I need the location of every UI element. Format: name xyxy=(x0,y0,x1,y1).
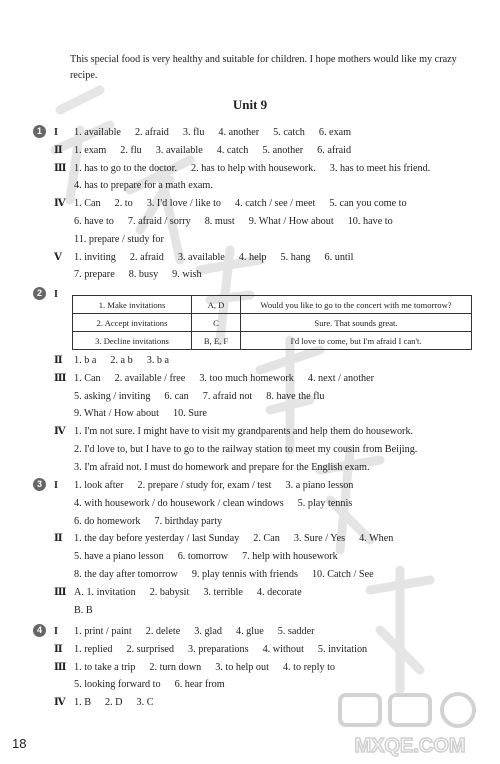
answer-item: 5. another xyxy=(262,144,304,156)
answer-item: 2. turn down xyxy=(149,661,202,673)
roman-numeral: Ⅱ xyxy=(54,643,63,655)
answer-item: 3. Sure / Yes xyxy=(293,533,346,545)
answer-item: 1. inviting xyxy=(74,251,116,263)
answer-line xyxy=(54,425,427,438)
answer-item: 5. play tennis xyxy=(297,497,353,509)
answer-item: 8. have the flu xyxy=(266,390,325,402)
answer-item: 1. I'm not sure. I might have to visit my grandparents and help them do housework. xyxy=(74,426,414,438)
answer-item: 2. afraid xyxy=(129,251,164,263)
answer-item: 3. glad xyxy=(194,626,222,637)
answer-item: 4. catch / see / meet xyxy=(235,198,316,210)
answer-item: 3. I'd love / like to xyxy=(146,198,222,210)
answer-item: 5. catch xyxy=(273,127,305,138)
answer-item: 1. has to go to the doctor. xyxy=(74,162,177,174)
roman-numeral: Ⅴ xyxy=(54,251,62,263)
section-badge-1: 1 xyxy=(33,125,46,138)
table-cell: C xyxy=(192,314,241,332)
answer-item: 4. next / another xyxy=(307,372,375,384)
answer-line xyxy=(54,661,349,674)
answer-item: 1. Can xyxy=(74,198,101,210)
answer-line xyxy=(54,497,366,510)
answer-item: 2. afraid xyxy=(134,127,169,138)
answer-item: 3. flu xyxy=(182,127,205,138)
answer-item: 6. tomorrow xyxy=(177,551,229,563)
roman-numeral: Ⅱ xyxy=(54,355,63,366)
answer-item: 3. I'm afraid not. I must do homework and prepare for the English exam. xyxy=(74,461,370,473)
answer-item: 4. has to prepare for a math exam. xyxy=(74,180,213,192)
answer-item: 8. the day after tomorrow xyxy=(74,569,178,580)
answer-item: 2. flu xyxy=(120,144,142,156)
table-cell: A, D xyxy=(192,296,241,314)
roman-numeral: Ⅳ xyxy=(54,697,66,709)
answer-item: 2. prepare / study for, exam / test xyxy=(137,480,272,491)
roman-numeral: Ⅲ xyxy=(54,162,67,174)
answer-item: 2. available / free xyxy=(114,372,186,384)
answer-line xyxy=(54,586,316,599)
roman-numeral: I xyxy=(54,127,58,138)
answer-item: 3. available xyxy=(177,251,225,263)
answer-line xyxy=(54,604,107,617)
answer-item: 6. hear from xyxy=(174,679,225,691)
answer-item: 5. hang xyxy=(280,251,311,263)
answer-item: 9. wish xyxy=(172,269,202,281)
answer-item: 6. have to xyxy=(74,216,114,227)
answer-line xyxy=(54,407,221,420)
answer-item: 10. Catch / See xyxy=(311,569,374,580)
answer-line xyxy=(54,354,183,367)
table-cell: B, E, F xyxy=(192,332,241,350)
unit-title: Unit 9 xyxy=(232,97,268,112)
answer-item: 5. invitation xyxy=(317,643,368,655)
answer-line xyxy=(54,251,367,264)
answer-line xyxy=(54,568,388,581)
answer-item: 3. to help out xyxy=(215,661,269,673)
roman-numeral: I xyxy=(54,626,58,637)
answer-item: 7. birthday party xyxy=(154,515,223,527)
answer-line xyxy=(54,479,367,492)
answer-item: 4. without xyxy=(262,643,304,655)
answer-item: 1. print / paint xyxy=(74,626,132,637)
answer-item: 4. help xyxy=(238,251,267,263)
table-cell: Sure. That sounds great. xyxy=(241,314,472,332)
answer-item: 2. babysit xyxy=(149,586,190,598)
answer-item: 2. delete xyxy=(145,626,181,637)
answer-item: 4. with housework / do housework / clean windows xyxy=(74,497,284,509)
answer-line xyxy=(54,390,339,403)
answer-item: 5. sadder xyxy=(277,626,315,637)
answer-item: 4. to reply to xyxy=(282,661,336,673)
table-cell: 2. Accept invitations xyxy=(73,314,192,332)
answer-line xyxy=(54,215,407,228)
answer-item: B. B xyxy=(74,604,93,616)
roman-numeral: Ⅲ xyxy=(54,586,67,598)
answer-item: 5. looking forward to xyxy=(74,679,161,691)
answer-item: 9. What / How about xyxy=(248,216,334,227)
answer-line xyxy=(54,550,352,563)
answer-line xyxy=(54,162,444,175)
answer-line xyxy=(54,532,407,545)
answer-item: 7. help with housework xyxy=(242,551,338,563)
answer-line xyxy=(54,696,168,709)
answer-item: 1. available xyxy=(74,127,121,138)
answer-item: 3. preparations xyxy=(188,643,249,655)
answer-line xyxy=(54,678,239,691)
answer-item: 6. afraid xyxy=(317,144,352,156)
roman-numeral: Ⅳ xyxy=(54,426,66,438)
answer-item: 4. catch xyxy=(216,144,249,156)
answer-item: 2. to xyxy=(114,198,133,210)
table-cell: 3. Decline invitations xyxy=(73,332,192,350)
answer-item: 6. until xyxy=(324,251,354,263)
answer-item: 3. available xyxy=(155,144,203,156)
roman-numeral: Ⅱ xyxy=(54,144,63,156)
answer-item: 3. too much homework xyxy=(199,372,294,384)
table-row xyxy=(73,296,472,314)
answer-item: 7. afraid / sorry xyxy=(127,216,191,227)
table-row xyxy=(73,332,472,350)
answer-item: 4. another xyxy=(218,127,260,138)
section-2-roman: I xyxy=(54,289,58,300)
answer-item: 5. asking / inviting xyxy=(74,390,151,402)
roman-numeral: Ⅳ xyxy=(54,198,66,210)
answer-item: 2. I'd love to, but I have to go to the railway station to meet my cousin from Beijing. xyxy=(74,444,418,455)
answer-item: 5. can you come to xyxy=(329,198,407,210)
answer-line xyxy=(54,144,365,157)
answer-item: 1. the day before yesterday / last Sunday xyxy=(74,533,240,545)
answer-item: 3. a piano lesson xyxy=(285,480,354,491)
table-cell: I'd love to come, but I'm afraid I can't. xyxy=(241,332,472,350)
roman-numeral: Ⅱ xyxy=(54,533,63,545)
invitation-table xyxy=(72,295,472,350)
answer-item: 1. b a xyxy=(74,355,97,366)
table-cell: Would you like to go to the concert with me tomorrow? xyxy=(241,296,472,314)
answer-item: 2. surprised xyxy=(126,643,175,655)
answer-line xyxy=(54,643,381,656)
answer-item: 3. has to meet his friend. xyxy=(329,162,431,174)
answer-item: 1. replied xyxy=(74,643,113,655)
table-row xyxy=(73,314,472,332)
answer-item: 6. do homework xyxy=(74,515,141,527)
answer-item: 10. have to xyxy=(347,216,393,227)
roman-numeral: I xyxy=(54,480,58,491)
answer-line xyxy=(54,126,365,139)
answer-item: 4. When xyxy=(359,533,394,545)
answer-item: 1. Can xyxy=(74,372,101,384)
answer-item: 8. busy xyxy=(128,269,159,281)
answer-item: 11. prepare / study for xyxy=(74,233,164,245)
answer-item: 1. to take a trip xyxy=(74,661,136,673)
answer-item: 2. has to help with housework. xyxy=(191,162,316,174)
roman-numeral: Ⅲ xyxy=(54,661,67,673)
answer-item: 10. Sure xyxy=(172,408,207,420)
answer-item: 4. decorate xyxy=(256,586,302,598)
answer-line xyxy=(54,372,388,385)
answer-line xyxy=(54,197,421,210)
answer-item: 1. look after xyxy=(74,480,124,491)
page-number: 18 xyxy=(12,736,27,751)
watermark-logo xyxy=(330,690,490,760)
answer-item: 3. terrible xyxy=(203,586,243,598)
answer-item: 7. afraid not xyxy=(202,390,253,402)
answer-line xyxy=(54,515,236,528)
answer-item: 5. have a piano lesson xyxy=(74,551,164,563)
answer-item: 9. What / How about xyxy=(74,408,159,420)
answer-line xyxy=(54,625,329,638)
answer-item: 9. play tennis with friends xyxy=(191,569,298,580)
answer-line xyxy=(54,268,216,281)
section-badge-3: 3 xyxy=(33,478,46,491)
answer-item: 6. can xyxy=(164,390,189,402)
answer-item: 1. exam xyxy=(74,144,107,156)
section-badge-2: 2 xyxy=(33,287,46,300)
answer-line xyxy=(54,443,431,456)
intro-paragraph: This special food is very healthy and suitable for children. I hope mothers would like my crazy recipe. xyxy=(70,54,457,81)
answer-item: 7. prepare xyxy=(74,269,115,281)
answer-item: 2. Can xyxy=(253,533,280,545)
answer-line xyxy=(54,233,178,246)
answer-line xyxy=(54,461,384,474)
answer-item: 2. D xyxy=(104,697,123,709)
svg-text:MXQE.COM: MXQE.COM xyxy=(354,735,466,757)
answer-item: 3. C xyxy=(136,697,154,709)
answer-item: 3. b a xyxy=(146,355,170,366)
answer-item: 8. must xyxy=(204,216,235,227)
answer-item: 2. a b xyxy=(110,355,133,366)
answer-item: 1. B xyxy=(74,697,91,709)
answer-item: 4. glue xyxy=(235,626,264,637)
answer-line xyxy=(54,179,227,192)
roman-numeral: Ⅲ xyxy=(54,372,67,384)
section-badge-4: 4 xyxy=(33,624,46,637)
table-cell: 1. Make invitations xyxy=(73,296,192,314)
answer-item: 6. exam xyxy=(318,127,352,138)
answer-item: A. 1. invitation xyxy=(74,586,136,598)
